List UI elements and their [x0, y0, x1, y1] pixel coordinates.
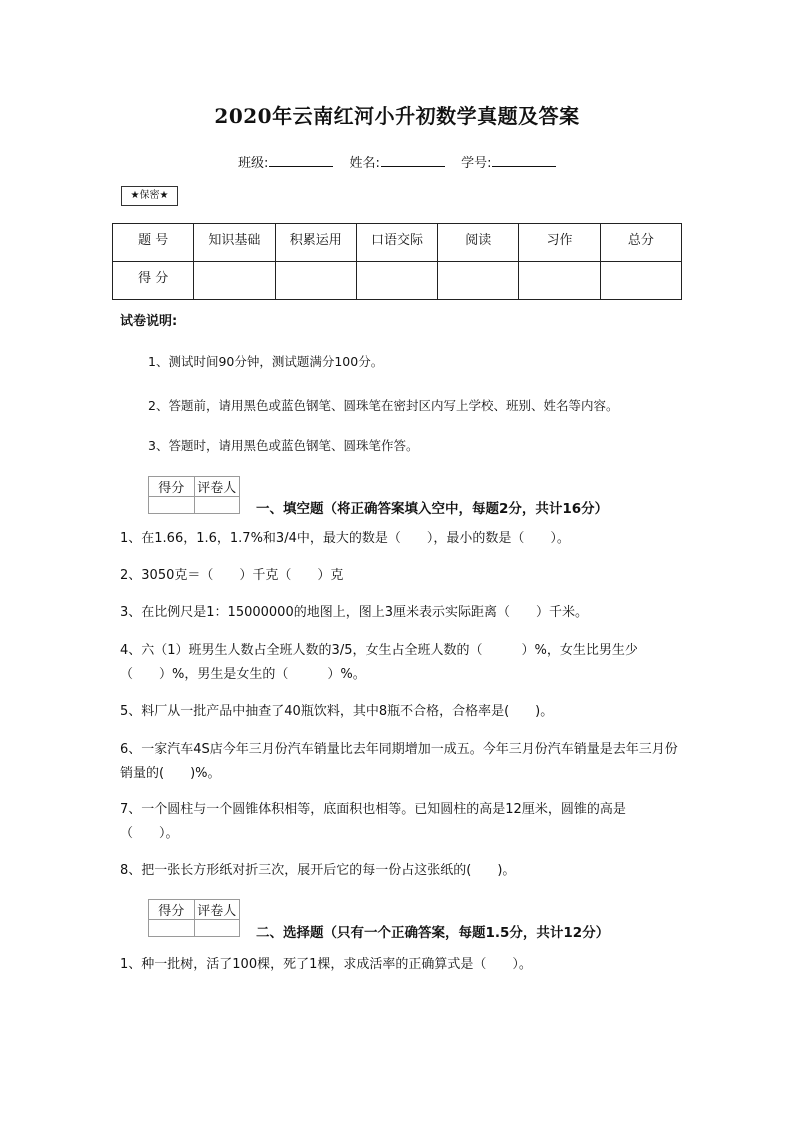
header-cell: 积累运用	[275, 224, 356, 262]
grader-score-label: 得分	[149, 900, 195, 920]
note-item: 2、答题前，请用黑色或蓝色钢笔、圆珠笔在密封区内写上学校、班别、姓名等内容。	[148, 398, 619, 413]
header-cell: 习作	[519, 224, 600, 262]
grader-name-cell[interactable]	[194, 497, 240, 514]
grader-name-label: 评卷人	[194, 477, 240, 497]
grader-name-label: 评卷人	[194, 900, 240, 920]
question-item: 2、3050克＝（ ）千克（ ）克	[120, 568, 344, 583]
question-item: 4、六（1）班男生人数占全班人数的3/5，女生占全班人数的（ ）%，女生比男生少（ ）%，男生是女生的（ ）%。	[120, 643, 638, 682]
student-id-field[interactable]: 学号:	[461, 152, 556, 171]
header-cell: 知识基础	[194, 224, 275, 262]
header-cell: 阅读	[438, 224, 519, 262]
score-cell[interactable]	[519, 262, 600, 300]
score-table	[112, 223, 682, 300]
class-field[interactable]: 班级:	[238, 152, 333, 171]
grader-score-cell[interactable]	[149, 497, 195, 514]
confidential-badge: ★保密★	[121, 186, 178, 206]
grader-score-label: 得分	[149, 477, 195, 497]
notes-title: 试卷说明:	[120, 314, 178, 329]
question-item: 6、一家汽车4S店今年三月份汽车销量比去年同期增加一成五。今年三月份汽车销量是去年三月份销量的( )%。	[120, 742, 678, 781]
grader-name-cell[interactable]	[194, 920, 240, 937]
score-table-score-row	[113, 262, 682, 300]
grader-box	[148, 899, 240, 937]
header-cell: 题 号	[113, 224, 194, 262]
score-cell[interactable]	[438, 262, 519, 300]
section-2-heading: 二、选择题（只有一个正确答案，每题1.5分，共计12分）	[256, 925, 610, 941]
question-item: 8、把一张长方形纸对折三次，展开后它的每一份占这张纸的( )。	[120, 863, 516, 878]
section-1-heading: 一、填空题（将正确答案填入空中，每题2分，共计16分）	[256, 501, 609, 517]
question-item: 1、在1.66，1.6，1.7%和3/4中，最大的数是（ ），最小的数是（ ）。	[120, 531, 570, 546]
question-item: 5、料厂从一批产品中抽查了40瓶饮料，其中8瓶不合格，合格率是( )。	[120, 704, 554, 719]
score-cell[interactable]	[356, 262, 437, 300]
grader-score-cell[interactable]	[149, 920, 195, 937]
header-cell: 总分	[600, 224, 681, 262]
score-cell[interactable]	[194, 262, 275, 300]
exam-title: 2020年云南红河小升初数学真题及答案	[214, 104, 580, 128]
student-info	[238, 152, 568, 171]
name-field[interactable]: 姓名:	[350, 152, 445, 171]
header-cell: 口语交际	[356, 224, 437, 262]
score-cell[interactable]	[600, 262, 681, 300]
question-item: 7、一个圆柱与一个圆锥体积相等，底面积也相等。已知圆柱的高是12厘米，圆锥的高是（ ）。	[120, 802, 626, 841]
score-row-label: 得 分	[113, 262, 194, 300]
question-item: 3、在比例尺是1：15000000的地图上，图上3厘米表示实际距离（ ）千米。	[120, 605, 588, 620]
note-item: 3、答题时，请用黑色或蓝色钢笔、圆珠笔作答。	[148, 438, 419, 453]
grader-box	[148, 476, 240, 514]
note-item: 1、测试时间90分钟，测试题满分100分。	[148, 354, 384, 369]
score-table-header-row	[113, 224, 682, 262]
score-cell[interactable]	[275, 262, 356, 300]
question-item: 1、种一批树，活了100棵，死了1棵，求成活率的正确算式是（ ）。	[120, 957, 532, 972]
